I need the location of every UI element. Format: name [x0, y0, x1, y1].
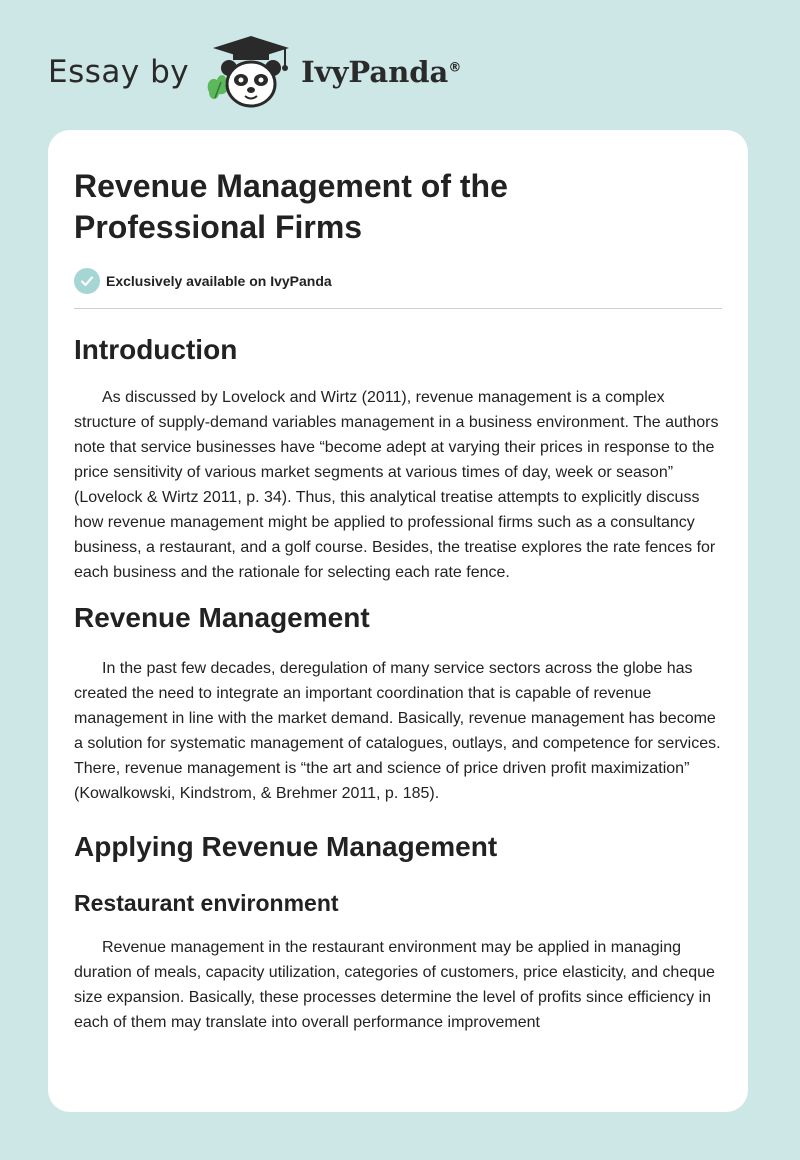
page-title: Revenue Management of the Professional Firms — [74, 168, 508, 245]
check-icon — [74, 268, 100, 294]
badge-text: Exclusively available on IvyPanda — [106, 273, 332, 289]
paragraph-revenue-management: In the past few decades, deregulation of many service sectors across the globe has created the need to integrate an important coordination that is capable of revenue management in line with the market demand. Basically, revenue management has become a solution for systematic management of catalogues, outlays, and competence for services. There, revenue management is “the art and science of price driven profit maximization” (Kowalkowski, Kindstrom, & Brehmer 2011, p. 185). — [74, 660, 721, 802]
paragraph-introduction: As discussed by Lovelock and Wirtz (2011), revenue management is a complex structure of supply-demand variables management in a business environment. The authors note that service businesses have “become adept at varying their prices in response to the price sensitivity of various market segments at various times of day, week or season” (Lovelock & Wirtz 2011, p. 34). Thus, this analytical treatise attempts to explicitly discuss how revenue management might be applied to professional firms such as a consultancy business, a restaurant, and a golf course. Besides, the treatise explores the rate fences for each business and the rationale for selecting each rate fence. — [74, 389, 719, 581]
section-heading-revenue-management: Revenue Management — [74, 602, 370, 633]
panda-graduate-icon — [203, 32, 299, 112]
exclusive-badge — [74, 268, 722, 294]
subsection-heading-restaurant: Restaurant environment — [74, 890, 339, 916]
brand-name: IvyPanda® — [301, 55, 462, 89]
article-card — [48, 130, 748, 1112]
section-heading-applying: Applying Revenue Management — [74, 831, 498, 862]
paragraph-restaurant: Revenue management in the restaurant environment may be applied in managing duration of meals, capacity utilization, categories of customers, price elasticity, and cheque size expansion. Basically, these processes determine the level of profits since efficiency in each of them may translate into overall performance improvement — [74, 939, 715, 1031]
divider — [74, 308, 722, 309]
brand-prefix: Essay by — [48, 54, 190, 90]
brand-header[interactable] — [48, 32, 461, 112]
section-heading-introduction: Introduction — [74, 334, 238, 365]
